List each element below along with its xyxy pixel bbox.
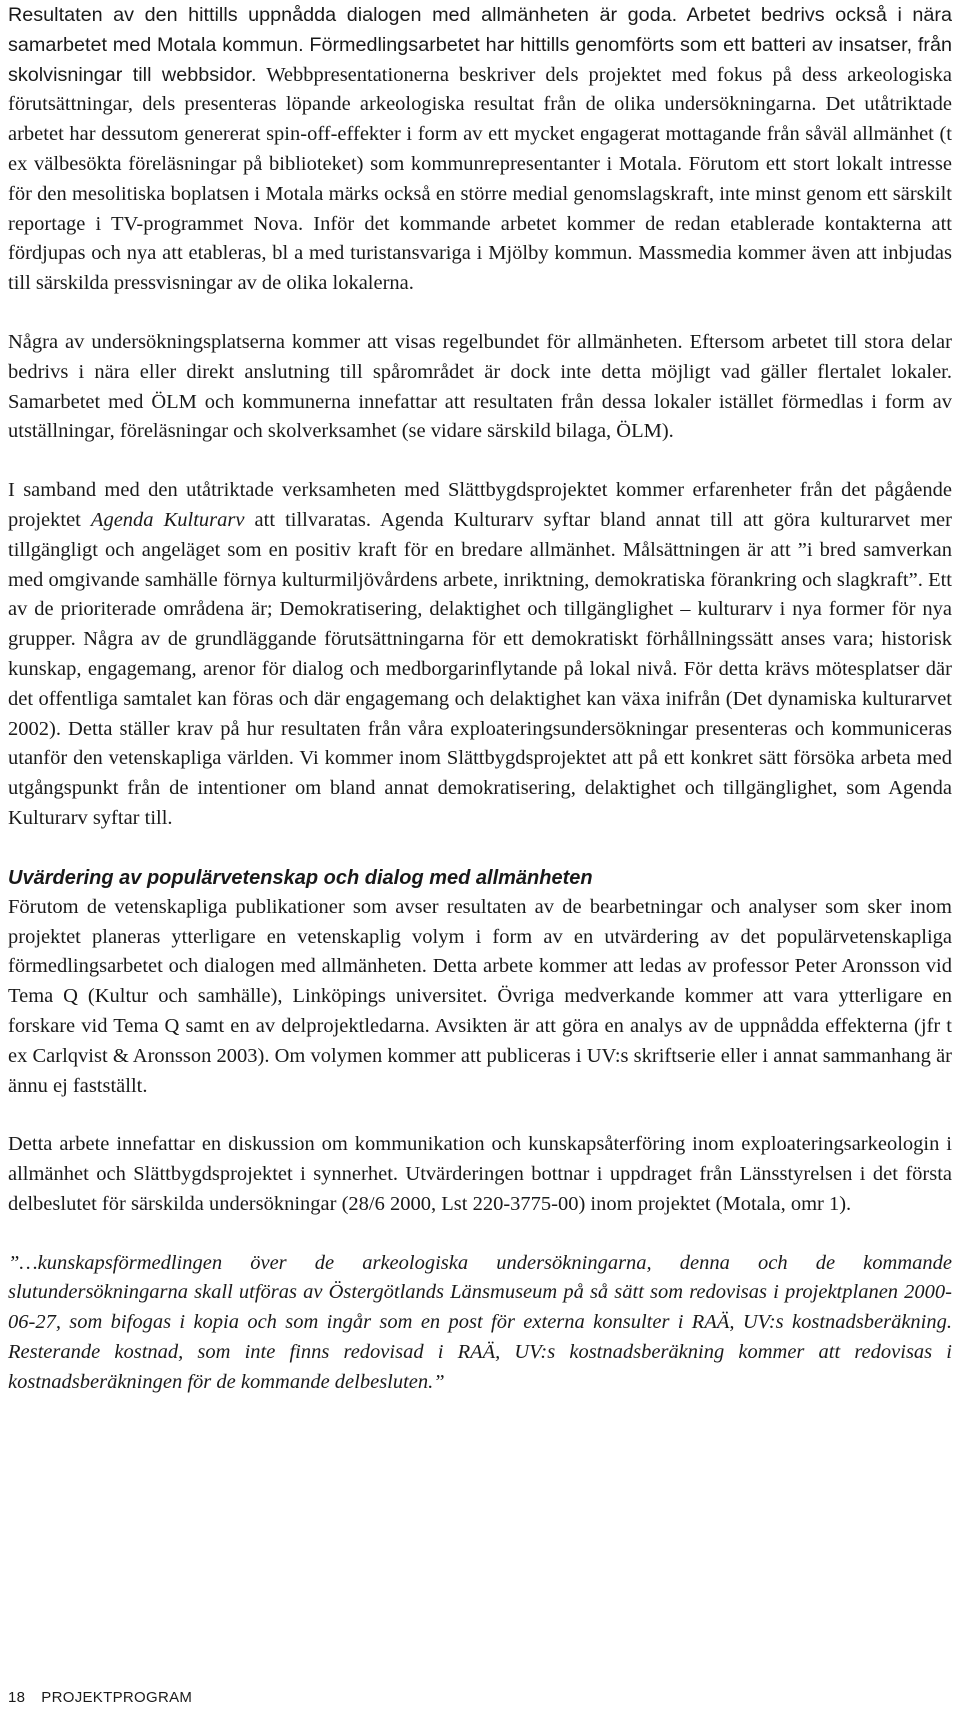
paragraph-discussion: Detta arbete innefattar en diskussion om kommunikation och kunskapsåterföring inom exploateringsarkeologin i allmänhet och Slättbygdsprojektet i synnerhet. Utvärderingen bottnar i uppdraget från Länsstyrelsen i det första delbeslutet för särskilda undersökningar (28/6 2000, Lst 220-3775-00) inom projektet (Motala, omr 1). [8, 1133, 952, 1215]
paragraph-results-lead: Resultaten av den hittills uppnådda dialogen med allmänheten är goda. Arbetet bedrivs också i nära samarbetet med Motala kommun. Förmedlingsarbetet har hittills genomförts som ett batteri av insatser, från skolvisningar till webbsidor. [8, 4, 952, 86]
paragraph-results-body: Webbpresentationerna beskriver dels projektet med fokus på dess arkeologiska förutsättningar, dels presenteras löpande arkeologiska resultat från de olika undersökningarna. Det utåtriktade arbetet har dessutom genererat spin-off-effekter i form av ett mycket engagerat mottagande från såväl allmänhet (t ex välbesökta föreläsningar på biblioteket) som kommunrepresentanter i Motala. Förutom ett stort lokalt intresse för den mesolitiska boplatsen i Motala märks också en större medial genomslagskraft, inte minst genom ett särskilt reportage i TV-programmet Nova. Inför det kommande arbetet kommer de redan etablerade kontakterna att fördjupas och nya att etableras, bl a med turistansvariga i Mjölby kommun. Massmedia kommer även att inbjudas till särskilda pressvisningar av de olika lokalerna. [8, 63, 952, 295]
block-quote: ”…kunskapsförmedlingen över de arkeologiska undersökningarna, denna och de kommande slutundersökningarna skall utföras av Östergötlands Länsmuseum på så sätt som redovisas i projektplanen 2000-06-27, som bifogas i kopia och som ingår som en post för externa konsulter i RAÄ, UV:s kostnadsberäkning. Resterande kostnad, som inte finns redovisad i RAÄ, UV:s kostnadsberäkning kommer att redovisas i kostnadsberäkningen för de kommande delbesluten.” [8, 1251, 952, 1393]
page-number: 18 [8, 1689, 26, 1706]
agenda-kulturarv-title: Agenda Kulturarv [90, 508, 245, 531]
paragraph-agenda-a: I samband med den utåtriktade verksamheten med Slättbygdsprojektet kommer erfarenheter från det pågående projektet [8, 479, 952, 531]
paragraph-agenda [8, 476, 952, 834]
paragraph-agenda-b: att tillvaratas. Agenda Kulturarv syftar bland annat till att göra kulturarvet mer tillgängligt och angeläget som en positiv kraft för en bredare allmänhet. Målsättningen är att ”i bred samverkan med omgivande samhälle förnya kulturmiljövårdens arbete, inriktning, demokratiska förankring och slagkraft”. Ett av de prioriterade områdena är; Demokratisering, delaktighet och tillgänglighet – kulturarv i nya former för nya grupper. Några av de grundläggande förutsättningarna för ett demokratiskt förhållningssätt anses vara; historisk kunskap, engagemang, arenor för dialog och medborgarinflytande på lokal nivå. För detta krävs mötesplatser där det offentliga samtalet kan föras och där engagemang och delaktighet kan växa inifrån (Det dynamiska kulturarvet 2002). Detta ställer krav på hur resultaten från våra exploateringsundersökningar presenteras och kommuniceras utanför den vetenskapliga världen. Vi kommer inom Slättbygdsprojektet att på ett konkret sätt försöka arbeta med utgångspunkt från de intentioner om bland annat demokratisering, delaktighet och tillgänglighet, som Agenda Kulturarv syftar till. [8, 508, 952, 829]
paragraph-evaluation: Förutom de vetenskapliga publikationer som avser resultaten av de bearbetningar och analyser som sker inom projektet planeras ytterligare en vetenskaplig volym i form av en utvärdering av det populärvetenskapliga förmedlingsarbetet och dialogen med allmänheten. Detta arbete kommer att ledas av professor Peter Aronsson vid Tema Q (Kultur och samhälle), Linköpings universitet. Övriga medverkande kommer att vara ytterligare en forskare vid Tema Q samt en av delprojektledarna. Avsikten är att göra en analys av de uppnådda effekterna (jfr t ex Carlqvist & Aronsson 2003). Om volymen kommer att publiceras i UV:s skriftserie eller i annat sammanhang är ännu ej fastställt. [8, 895, 952, 1097]
paragraph-results [8, 0, 952, 299]
page-footer [8, 1689, 192, 1706]
footer-section-label: PROJEKTPROGRAM [41, 1689, 193, 1706]
paragraph-sites: Några av undersökningsplatserna kommer att visas regelbundet för allmänheten. Eftersom arbetet till stora delar bedrivs i nära eller direkt anslutning till spårområdet är dock inte detta möjligt vad gäller flertalet lokaler. Samarbetet med ÖLM och kommunerna innefattar att resultaten från dessa lokaler istället förmedlas i form av utställningar, föreläsningar och skolverksamhet (se vidare särskild bilaga, ÖLM). [8, 330, 952, 443]
section-heading: Uvärdering av populärvetenskap och dialog med allmänheten [8, 866, 593, 889]
